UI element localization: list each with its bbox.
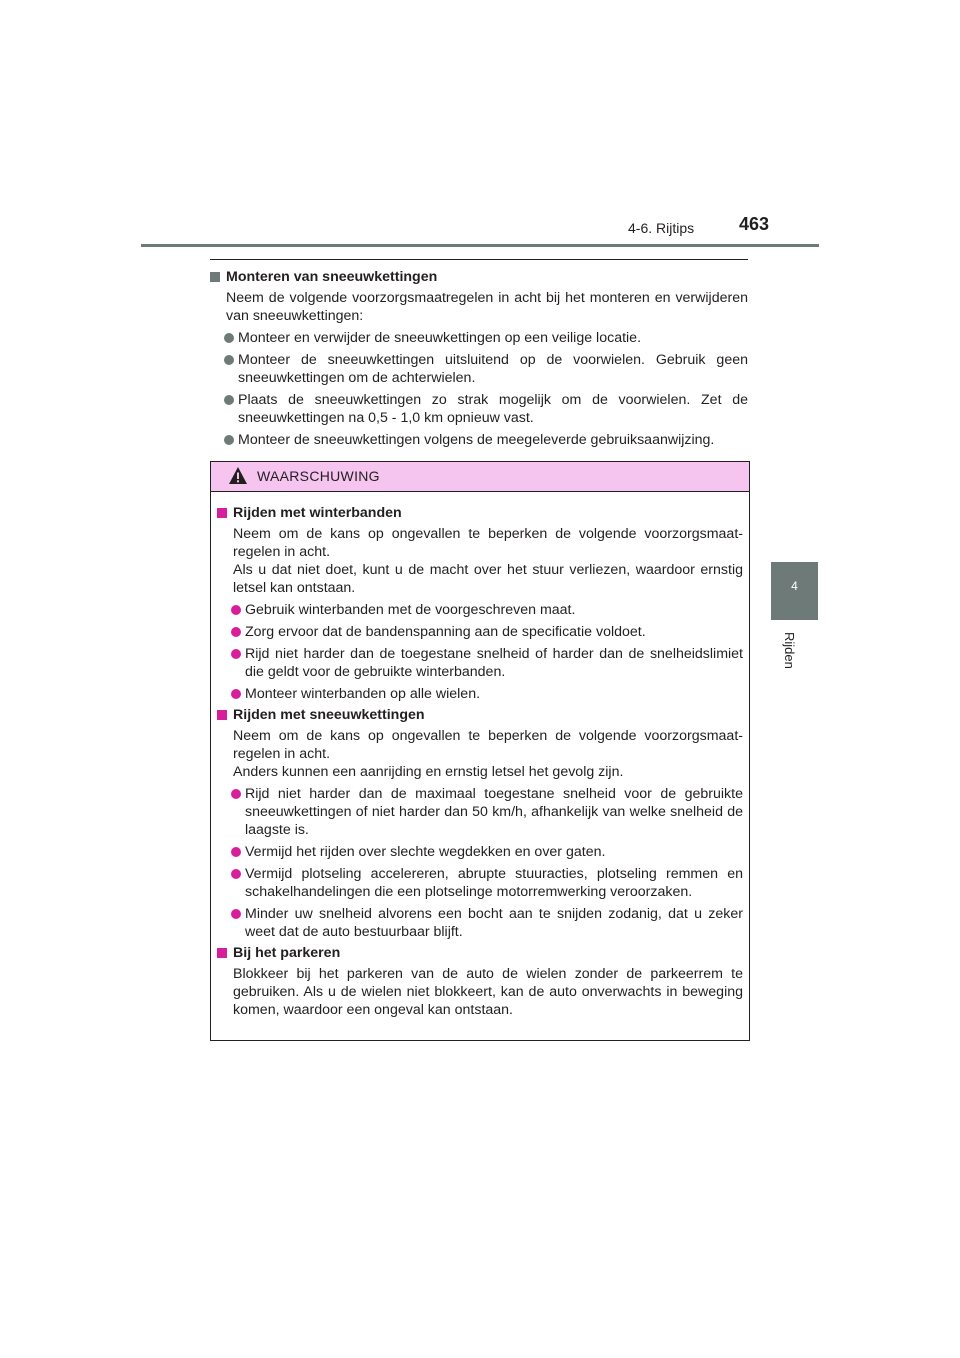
warning-list-item-text: Rijd niet harder dan de toegestane snelheid of harder dan de snelheidslimiet die geldt voor de gebruikte winterbanden. [245, 646, 743, 680]
square-bullet-icon [210, 272, 220, 282]
warning-list-item [217, 601, 743, 619]
round-bullet-icon [224, 355, 234, 365]
warning-paragraph: Neem om de kans op ongevallen te beperken de volgende voorzorgsmaatregelen in acht. [233, 728, 743, 762]
warning-list-item [217, 623, 743, 641]
warning-body [211, 492, 749, 1019]
main-bullet-list [210, 329, 748, 449]
warning-box [210, 461, 750, 1041]
section-heading-text: Monteren van sneeuwkettingen [226, 269, 438, 285]
square-bullet-icon [217, 508, 227, 518]
list-item [210, 351, 748, 387]
list-item-text: Monteer en verwijder de sneeuwkettingen op een veilige locatie. [238, 330, 642, 346]
warning-section-heading [217, 504, 743, 522]
chapter-number: 4 [791, 579, 798, 593]
warning-list-item [217, 905, 743, 941]
warning-section-heading-text: Rijden met sneeuwkettingen [233, 707, 425, 723]
warning-list-item [217, 785, 743, 839]
chapter-title: Rijden [782, 632, 797, 669]
main-content [210, 259, 748, 449]
intro-paragraph: Neem de volgende voorzorgsmaatregelen in acht bij het monteren en verwijderen van sneeuwkettingen: [226, 290, 748, 324]
round-bullet-icon [231, 789, 241, 799]
section-label: 4-6. Rijtips [628, 220, 695, 236]
warning-list-item-text: Vermijd het rijden over slechte wegdekken en over gaten. [245, 844, 606, 860]
warning-paragraph: Anders kunnen een aanrijding en ernstig letsel het gevolg zijn. [233, 764, 624, 780]
warning-list-item-text: Minder uw snelheid alvorens een bocht aan te snijden zodanig, dat u zeker weet dat de auto bestuurbaar blijft. [245, 906, 743, 940]
round-bullet-icon [224, 395, 234, 405]
warning-list-item-text: Zorg ervoor dat de bandenspanning aan de specificatie voldoet. [245, 624, 646, 640]
list-item-text: Plaats de sneeuwkettingen zo strak mogelijk om de voorwielen. Zet de sneeuwkettingen na 0,5 - 1,0 km opnieuw vast. [238, 392, 748, 426]
page-header [0, 0, 960, 250]
warning-section-heading-text: Bij het parkeren [233, 945, 341, 961]
warning-paragraph: Als u dat niet doet, kunt u de macht over het stuur verliezen, waardoor ernstig letsel kan ontstaan. [233, 562, 743, 596]
list-item-text: Monteer de sneeuwkettingen uitsluitend op de voorwielen. Gebruik geen sneeuwkettingen om de achterwielen. [238, 352, 748, 386]
warning-list-item-text: Gebruik winterbanden met de voorgeschreven maat. [245, 602, 576, 618]
chapter-title-vertical [775, 632, 815, 692]
warning-list-item [217, 685, 743, 703]
list-item-text: Monteer de sneeuwkettingen volgens de meegeleverde gebruiksaanwijzing. [238, 432, 715, 448]
content-top-rule [210, 259, 748, 260]
warning-triangle-icon [228, 466, 248, 486]
list-item [210, 391, 748, 427]
round-bullet-icon [224, 333, 234, 343]
warning-section-heading [217, 944, 743, 962]
warning-list-item [217, 865, 743, 901]
page-number: 463 [739, 214, 770, 234]
header-divider [141, 244, 819, 247]
round-bullet-icon [231, 869, 241, 879]
warning-list-item-text: Vermijd plotseling accelereren, abrupte stuuracties, plotseling remmen en schakelhandelingen die een plotselinge motorremwerking veroorzaken. [245, 866, 743, 900]
warning-section-heading-text: Rijden met winterbanden [233, 505, 402, 521]
round-bullet-icon [224, 435, 234, 445]
square-bullet-icon [217, 948, 227, 958]
warning-list-item [217, 645, 743, 681]
round-bullet-icon [231, 689, 241, 699]
warning-list-item-text: Monteer winterbanden op alle wielen. [245, 686, 481, 702]
warning-title: WAARSCHUWING [257, 468, 380, 484]
list-item [210, 329, 748, 347]
round-bullet-icon [231, 605, 241, 615]
warning-paragraph: Blokkeer bij het parkeren van de auto de wielen zonder de parkeerrem te gebruiken. Als u de wielen niet blokkeert, kan de auto onverwachts in beweging komen, waardoor een ongeval kan ontstaan. [233, 966, 743, 1018]
warning-section-heading [217, 706, 743, 724]
round-bullet-icon [231, 909, 241, 919]
chapter-tab[interactable] [771, 562, 818, 620]
round-bullet-icon [231, 847, 241, 857]
warning-paragraph: Neem om de kans op ongevallen te beperken de volgende voorzorgsmaatregelen in acht. [233, 526, 743, 560]
warning-list-item-text: Rijd niet harder dan de maximaal toegestane snelheid voor de gebruikte sneeuwkettingen of niet harder dan 50 km/h, afhankelijk van welke snelheid de laagste is. [245, 786, 743, 838]
warning-list-item [217, 843, 743, 861]
square-bullet-icon [217, 710, 227, 720]
section-heading [210, 268, 748, 286]
warning-header [211, 462, 749, 492]
list-item [210, 431, 748, 449]
round-bullet-icon [231, 649, 241, 659]
round-bullet-icon [231, 627, 241, 637]
